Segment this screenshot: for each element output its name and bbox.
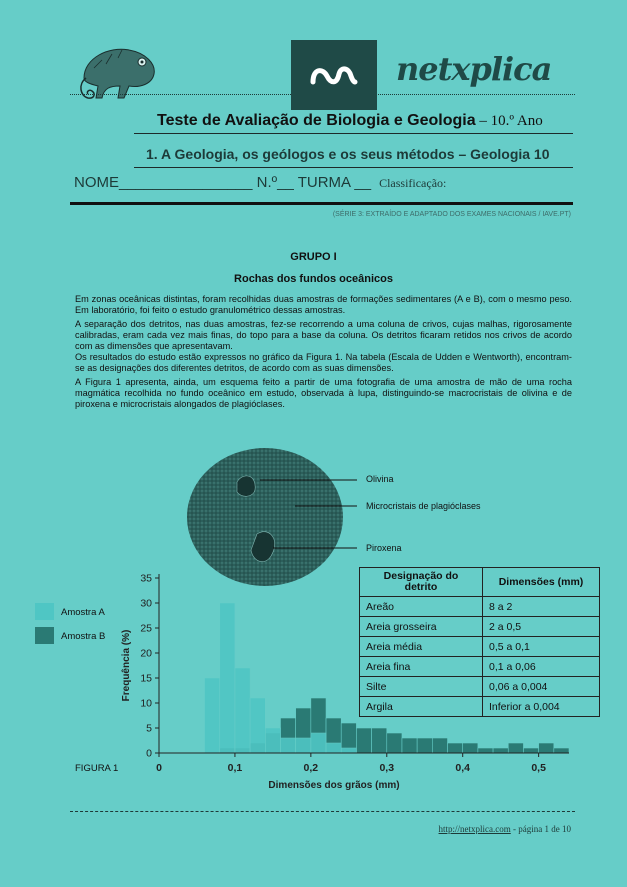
x-tick-label: 0,5 (531, 762, 546, 774)
y-tick-label: 25 (140, 622, 152, 635)
document-year: – 10.º Ano (475, 113, 543, 129)
x-tick-label: 0,1 (227, 762, 243, 774)
table-header: Dimensões (mm) (483, 568, 600, 597)
classification-label: Classificação: (379, 176, 447, 190)
document-title-text: Teste de Avaliação de Biologia e Geologia (157, 112, 476, 129)
table-cell: 8 a 2 (483, 597, 600, 617)
table-cell: Silte (360, 677, 483, 697)
table-row (360, 657, 600, 677)
table-header: Designação do detrito (360, 568, 483, 597)
y-tick-label: 5 (146, 722, 152, 735)
bar-amostra-b (539, 743, 554, 753)
bar-amostra-a (341, 748, 356, 753)
y-tick-label: 10 (140, 697, 152, 710)
paragraph: Os resultados do estudo estão expressos no gráfico da Figura 1. Na tabela (Escala de Udden e Wentworth), encontram-se as designações dos diferentes detritos, de acordo com as suas dimensões. (75, 352, 572, 373)
bar-amostra-a (235, 668, 250, 753)
table-cell: 2 a 0,5 (483, 617, 600, 637)
figure-label: FIGURA 1 (75, 763, 119, 774)
legend-label: Amostra B (61, 631, 106, 642)
table-cell: Areão (360, 597, 483, 617)
label-olivina: Olivina (366, 474, 394, 484)
section-title: Rochas dos fundos oceânicos (234, 273, 393, 285)
x-tick-label: 0 (156, 762, 162, 774)
unit-rule (134, 167, 573, 168)
bar-amostra-b (463, 743, 478, 753)
bar-amostra-a (250, 698, 265, 753)
bar-amostra-a (220, 603, 235, 753)
bar-amostra-b (448, 743, 463, 753)
bar-amostra-b (523, 748, 538, 753)
bar-amostra-b (432, 738, 447, 753)
paragraph: A separação dos detritos, nas duas amostras, fez-se recorrendo a uma coluna de crivos, cujas malhas, rigorosamente calibradas, eram cada vez mais finas, do topo para a base da coluna. Os detritos ficaram retidos nos crivos de acordo com as dimensões que apresentavam. (75, 319, 572, 351)
student-info-line (74, 174, 446, 191)
footer-dashed-line (70, 811, 575, 812)
header-thick-rule (70, 202, 573, 205)
x-axis-label: Dimensões dos grãos (mm) (268, 780, 400, 791)
chameleon-mascot-icon (74, 38, 169, 108)
table-row (360, 697, 600, 717)
bar-amostra-b (417, 738, 432, 753)
legend-swatch (35, 627, 54, 644)
bar-amostra-a (311, 733, 326, 753)
bar-amostra-b (508, 743, 523, 753)
label-piroxena: Piroxena (366, 543, 402, 553)
body-text (75, 294, 572, 413)
y-tick-label: 30 (140, 597, 152, 610)
table-header-row (360, 568, 600, 597)
table-row (360, 677, 600, 697)
rock-leader-lines (255, 470, 365, 560)
group-heading: GRUPO I (290, 251, 337, 263)
label-plagioclases: Microcristais de plagióclases (366, 501, 481, 511)
bar-amostra-b (493, 748, 508, 753)
table-cell: Areia média (360, 637, 483, 657)
bar-amostra-a (280, 738, 295, 753)
bar-amostra-a (265, 728, 280, 753)
paragraph: Em zonas oceânicas distintas, foram recolhidas duas amostras de formações sedimentares (A e B), com o mesmo peso. Em laboratório, foi feito o estudo granulométrico dessas amostras. (75, 294, 572, 315)
bar-amostra-a (326, 743, 341, 753)
y-tick-label: 20 (140, 647, 152, 660)
y-tick-label: 0 (146, 747, 152, 760)
name-number-class-fields: NOME________________ N.º__ TURMA __ (74, 174, 372, 191)
logo-wordmark: netxplica (396, 50, 552, 88)
table-cell: 0,5 a 0,1 (483, 637, 600, 657)
y-tick-label: 15 (140, 672, 152, 685)
y-tick-label: 35 (140, 572, 152, 585)
bar-amostra-a (205, 678, 220, 753)
table-cell: Argila (360, 697, 483, 717)
paragraph: A Figura 1 apresenta, ainda, um esquema feito a partir de uma fotografia de uma amostra de mão de uma rocha magmática recolhida no fundo oceânico em estudo, observada à lupa, distinguindo-se macrocristais de olivina e de piroxena e microcristais alongados de plagióclases. (75, 377, 572, 409)
page-number: - página 1 de 10 (510, 824, 571, 834)
legend-swatch (35, 603, 54, 620)
legend-label: Amostra A (61, 607, 105, 618)
bar-amostra-b (554, 748, 569, 753)
table-cell: 0,06 a 0,004 (483, 677, 600, 697)
source-note: (SÉRIE 3: EXTRAÍDO E ADAPTADO DOS EXAMES NACIONAIS / IAVE.PT) (332, 211, 571, 218)
y-axis-label: Frequência (%) (121, 629, 132, 702)
document-title (157, 112, 543, 130)
x-tick-label: 0,3 (379, 762, 395, 774)
netxplica-link[interactable]: http://netxplica.com (438, 824, 511, 834)
unit-title: 1. A Geologia, os geólogos e os seus métodos – Geologia 10 (146, 146, 550, 162)
table-cell: Areia fina (360, 657, 483, 677)
page-footer (439, 824, 571, 834)
bar-amostra-b (356, 728, 371, 753)
table-row (360, 617, 600, 637)
x-tick-label: 0,2 (303, 762, 319, 774)
x-tick-label: 0,4 (455, 762, 471, 774)
bar-amostra-b (387, 733, 402, 753)
table-row (360, 597, 600, 617)
wave-logo-icon (291, 40, 377, 110)
bar-amostra-b (372, 728, 387, 753)
bar-amostra-b (478, 748, 493, 753)
bar-amostra-a (296, 738, 311, 753)
title-rule (134, 133, 573, 134)
bar-amostra-b (402, 738, 417, 753)
table-cell: Inferior a 0,004 (483, 697, 600, 717)
table-cell: 0,1 a 0,06 (483, 657, 600, 677)
table-row (360, 637, 600, 657)
udden-wentworth-table (359, 567, 600, 717)
logo-box (291, 40, 377, 110)
table-cell: Areia grosseira (360, 617, 483, 637)
